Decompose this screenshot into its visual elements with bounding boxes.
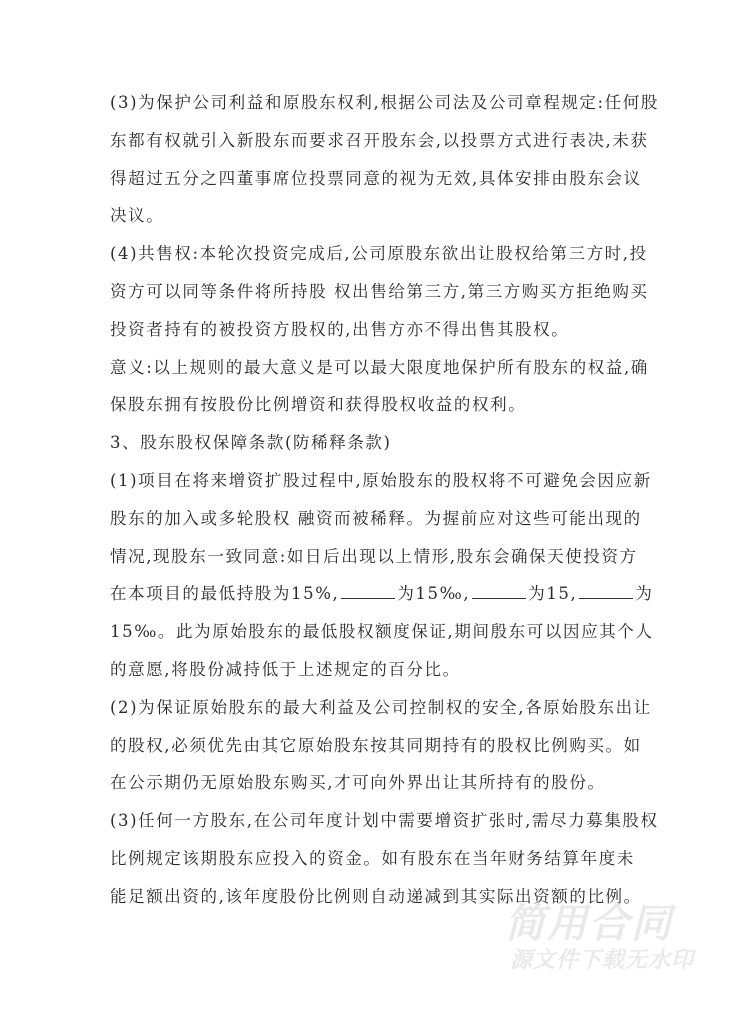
text-line: 15‰。此为原始股东的最低股权额度保证,期间殷东可以因应其个人: [110, 622, 654, 642]
text-segment: 为: [635, 584, 654, 604]
text-line: 情况,现股东一致同意:如日后出现以上情形,股东会确保天使投资方: [110, 546, 638, 566]
watermark-brand: 简用合同: [505, 901, 673, 947]
text-line: 资方可以同等条件将所持股 权出售给第三方,第三方购买方拒绝购买: [110, 281, 649, 301]
text-line: 东都有权就引入新股东而要求召开股东会,以投票方式进行表决,未获: [110, 130, 649, 150]
text-line: 的意愿,将股份减持低于上述规定的百分比。: [110, 659, 461, 679]
blank-field: [472, 582, 526, 599]
text-segment: 为15‰,: [397, 584, 471, 604]
text-line: 意义:以上规则的最大意义是可以最大限度地保护所有股东的权益,确: [110, 357, 649, 377]
text-line: 能足额出资的,该年度股份比例则自动递减到其实际出资额的比例。: [110, 886, 642, 906]
text-line: 股东的加入或多轮股权 融资而被稀释。为握前应对这些可能出现的: [110, 508, 642, 528]
watermark-slogan: 源文件下载无水印: [510, 948, 695, 973]
text-line: 得超过五分之四董事席位投票同意的视为无效,具体安排由股东会议: [110, 168, 642, 188]
text-line: 在公示期仍无原始股东购买,才可向外界出让其所持有的股份。: [110, 773, 606, 793]
text-line: 的股权,必须优先由其它原始股东按其同期持有的股权比例购买。如: [110, 735, 642, 755]
text-line: (4)共售权:本轮次投资完成后,公司原股东欲出让股权给第三方时,投: [110, 244, 648, 264]
document-body: [110, 88, 690, 920]
text-line: (1)项目在将来增资扩股过程中,原始股东的股权将不可避免会因应新: [110, 470, 652, 490]
text-line: 保股东拥有按股份比例增资和获得股权收益的权利。: [110, 395, 527, 415]
text-segment: 为15,: [528, 584, 578, 604]
text-line: (3)为保护公司利益和原股东权利,根据公司法及公司章程规定:任何股: [110, 93, 659, 112]
blank-field: [341, 582, 395, 599]
fill-in-line: [110, 579, 690, 617]
text-line: (3)任何一方股东,在公司年度计划中需要增资扩张时,需尽力募集股权: [110, 811, 659, 831]
text-line: 比例规定该期股东应投入的资金。如有股东在当年财务结算年度未: [110, 848, 635, 868]
text-line: (2)为保证原始股东的最大利益及公司控制权的安全,各原始股东出让: [110, 697, 652, 717]
blank-field: [579, 582, 633, 599]
section-heading: 3、股东股权保障条款(防稀释条款): [110, 433, 392, 453]
text-line: 投资者持有的被投资方股权的,出售方亦不得出售其股权。: [110, 319, 570, 339]
text-segment: 在本项目的最低持股为15%,: [110, 584, 340, 604]
text-line: 决议。: [110, 206, 165, 226]
